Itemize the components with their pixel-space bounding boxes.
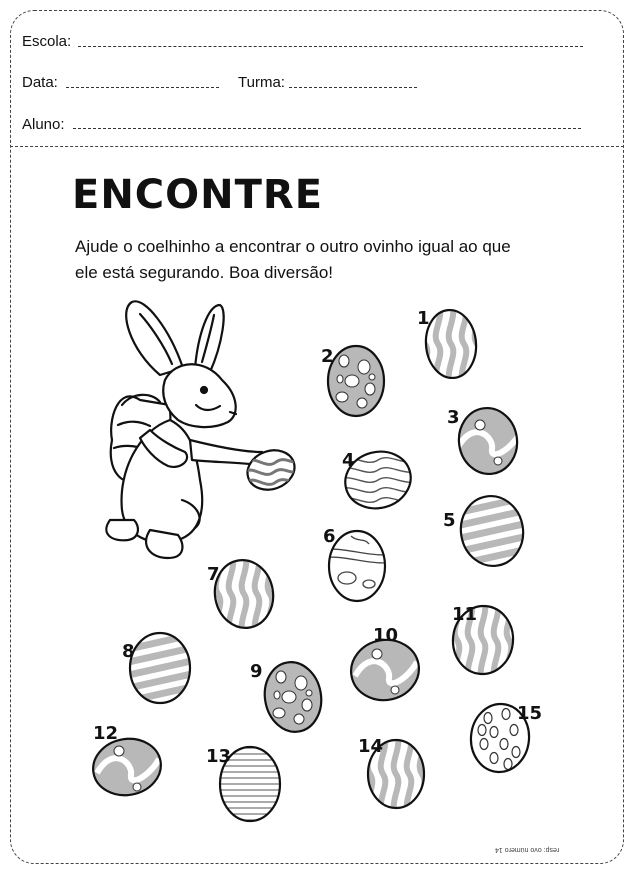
egg-number-label: 5 [443, 510, 456, 531]
egg-10[interactable] [340, 625, 430, 715]
student-label: Aluno: [22, 116, 65, 133]
rabbit-illustration [106, 301, 265, 558]
instructions-line-1: Ajude o coelhinho a encontrar o outro ovinho igual ao que [75, 237, 511, 256]
answer-note: resp: ovo número 14 [495, 846, 560, 853]
egg-4[interactable] [333, 444, 423, 515]
egg-3[interactable] [443, 396, 533, 486]
egg-12[interactable] [82, 722, 172, 812]
egg-number-label: 10 [373, 625, 399, 646]
egg-2[interactable] [311, 336, 401, 426]
egg-number-label: 7 [207, 564, 220, 585]
egg-number-label: 13 [206, 746, 232, 767]
egg-7[interactable] [203, 549, 286, 639]
egg-1[interactable] [410, 299, 493, 389]
egg-6[interactable] [312, 526, 402, 601]
egg-5[interactable] [443, 469, 537, 593]
page-title: ENCONTRE [72, 172, 324, 218]
egg-8[interactable] [115, 606, 205, 730]
egg-number-label: 9 [250, 661, 263, 682]
egg-9[interactable] [248, 652, 338, 742]
egg-pattern [115, 606, 205, 730]
egg-number-label: 14 [358, 736, 384, 757]
egg-number-label: 12 [93, 723, 119, 744]
egg-number-label: 8 [122, 641, 135, 662]
egg-number-label: 2 [321, 346, 334, 367]
egg-number-label: 3 [447, 407, 460, 428]
egg-number-label: 15 [517, 703, 543, 724]
egg-11[interactable] [442, 595, 525, 685]
instructions-line-2: ele está segurando. Boa diversão! [75, 263, 334, 282]
class-label: Turma: [238, 74, 285, 91]
egg-number-label: 11 [452, 604, 478, 625]
egg-14[interactable] [355, 729, 438, 819]
egg-number-label: 6 [323, 526, 336, 547]
egg-number-label: 4 [342, 450, 355, 471]
date-label: Data: [22, 74, 58, 91]
egg-15[interactable] [468, 702, 542, 775]
school-label: Escola: [22, 33, 72, 50]
egg-number-label: 1 [417, 308, 430, 329]
egg-13[interactable] [205, 746, 295, 821]
